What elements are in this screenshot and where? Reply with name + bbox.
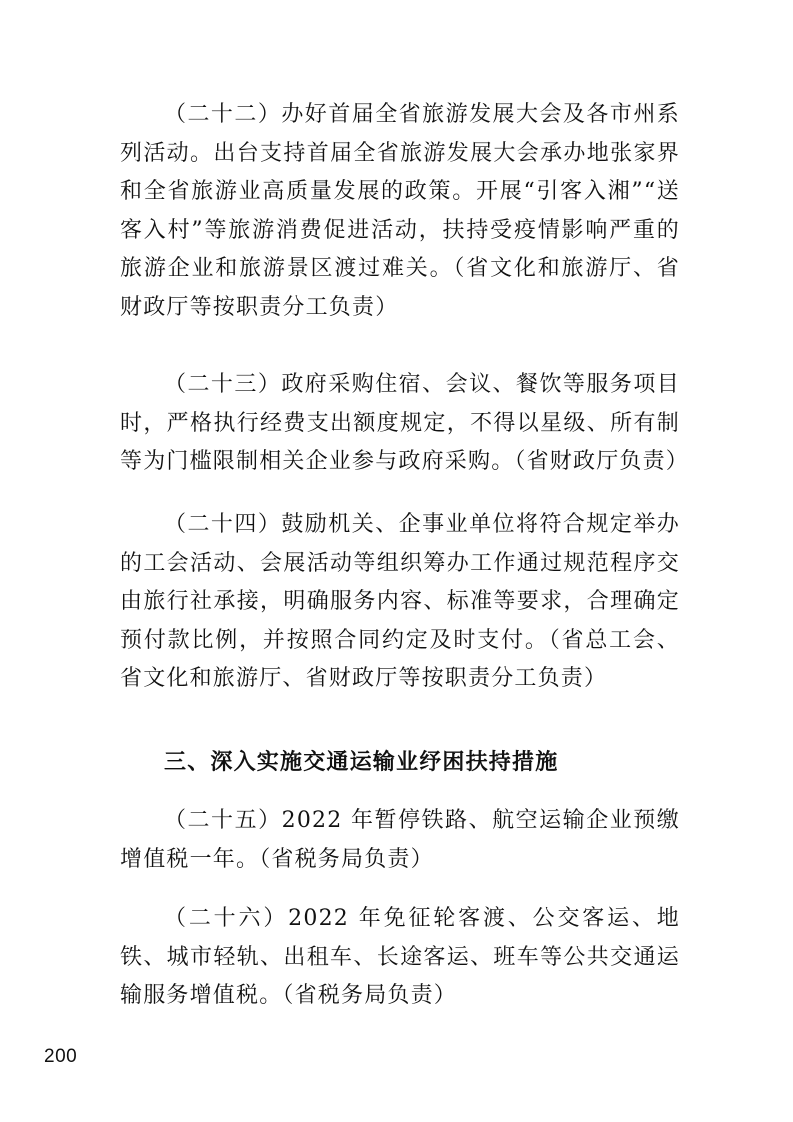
- paragraph-23: （二十三）政府采购住宿、会议、餐饮等服务项目时，严格执行经费支出额度规定，不得以星级、所有制等为门槛限制相关企业参与政府采购。（省财政厅负责）: [120, 372, 690, 475]
- paragraph-22: （二十二）办好首届全省旅游发展大会及各市州系列活动。出台支持首届全省旅游发展大会承办地张家界和全省旅游业高质量发展的政策。开展“引客入湘”“送客入村”等旅游消费促进活动，扶持受疫情影响严重的旅游企业和旅游景区渡过难关。（省文化和旅游厅、省财政厅等按职责分工负责）: [120, 102, 680, 320]
- page-number: 200: [44, 1046, 78, 1067]
- paragraph-26: （二十六）2022 年免征轮客渡、公交客运、地铁、城市轻轨、出租车、长途客运、班车等公共交通运输服务增值税。（省税务局负责）: [120, 906, 680, 1009]
- section-heading: 三、深入实施交通运输业纾困扶持措施: [164, 750, 559, 775]
- paragraph-25: （二十五）2022 年暂停铁路、航空运输企业预缴增值税一年。（省税务局负责）: [120, 808, 680, 872]
- paragraph-24: （二十四）鼓励机关、企事业单位将符合规定举办的工会活动、会展活动等组织筹办工作通过规范程序交由旅行社承接，明确服务内容、标准等要求，合理确定预付款比例，并按照合同约定及时支付。（省总工会、省文化和旅游厅、省财政厅等按职责分工负责）: [120, 512, 680, 692]
